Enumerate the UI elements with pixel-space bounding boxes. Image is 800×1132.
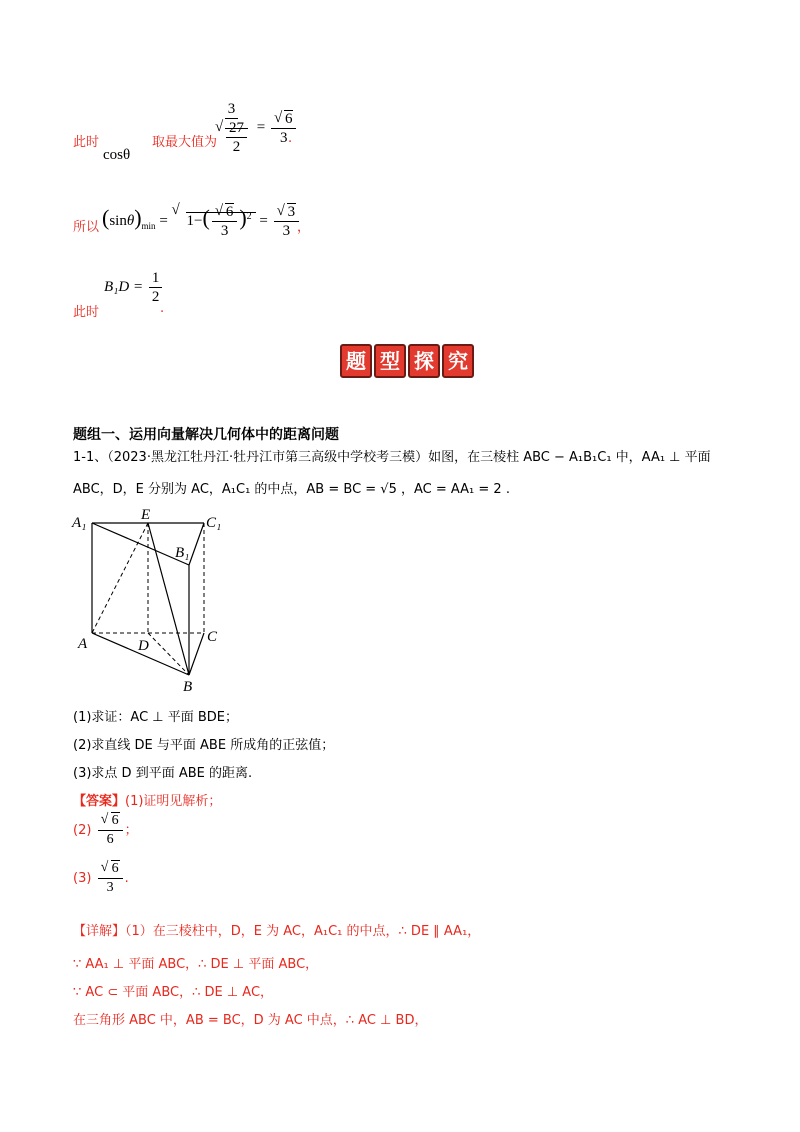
answer-line-1 bbox=[73, 790, 221, 809]
block2-prefix: 所以 bbox=[73, 220, 100, 235]
block3-lhs: B₁D = bbox=[104, 278, 144, 295]
block1-middle: 取最大值为 bbox=[152, 135, 218, 150]
block2-result-num: 3 bbox=[287, 204, 296, 220]
question-2: (2)求直线 DE 与平面 ABE 所成角的正弦值； bbox=[73, 738, 335, 753]
banner-char: 型 bbox=[374, 344, 406, 378]
cos-theta: cosθ bbox=[103, 147, 131, 163]
prism-figure bbox=[70, 505, 240, 695]
block1-prefix: 此时 bbox=[73, 135, 100, 150]
frac-den-sub: 2 bbox=[232, 139, 241, 155]
problem-line-1: 1-1、（2023·黑龙江牡丹江·牡丹江市第三高级中学校考三模）如图，在三棱柱 ABC − A₁B₁C₁ 中，AA₁ ⊥ 平面 bbox=[73, 450, 711, 465]
answer-1: (1)证明见解析； bbox=[125, 794, 222, 809]
detail-line-1: 【详解】（1）在三棱柱中，D，E 为 AC，A₁C₁ 的中点，∴ DE ∥ AA₁， bbox=[73, 924, 481, 939]
block2-power: 2 bbox=[246, 210, 252, 222]
section-title: 题组一、运用向量解决几何体中的距离问题 bbox=[73, 427, 339, 443]
label-a: A bbox=[78, 636, 88, 652]
equals-sign: = bbox=[256, 119, 266, 136]
block3-end: . bbox=[160, 301, 165, 316]
block3-num: 1 bbox=[149, 269, 163, 288]
detail-line-2: ∵ AA₁ ⊥ 平面 ABC，∴ DE ⊥ 平面 ABC， bbox=[73, 957, 319, 972]
label-a1: A₁ bbox=[72, 515, 87, 531]
answer-3-num: 6 bbox=[111, 861, 119, 876]
answer-3-end: . bbox=[124, 871, 129, 886]
label-e: E bbox=[141, 507, 151, 523]
problem-line-2: ABC，D，E 分别为 AC，A₁C₁ 的中点，AB = BC = √5 ，AC = AA₁ = 2 . bbox=[73, 482, 510, 497]
result-num: 6 bbox=[284, 110, 293, 127]
section-banner bbox=[340, 344, 474, 378]
label-c: C bbox=[207, 629, 218, 645]
block2-equals: = bbox=[159, 212, 168, 229]
answer-2-den: 6 bbox=[106, 832, 114, 847]
banner-char: 探 bbox=[408, 344, 440, 378]
banner-char: 究 bbox=[442, 344, 474, 378]
block2-end: ， bbox=[297, 220, 311, 235]
question-3: (3)求点 D 到平面 ABE 的距离. bbox=[73, 766, 253, 781]
block2-formula: $(\sin\theta)_{min}$ = √ 1−( √ $\frac{6}{3}$ )$^2$ = √ $\frac{3}{3}$ bbox=[102, 203, 301, 240]
label-d: D bbox=[138, 638, 149, 654]
question-1: (1)求证：AC ⊥ 平面 BDE； bbox=[73, 710, 239, 725]
answer-3-den: 3 bbox=[106, 880, 114, 895]
answer-2-end: ； bbox=[124, 823, 138, 838]
block1-end: . bbox=[288, 131, 293, 146]
result-den: 3 bbox=[279, 129, 288, 146]
label-b1: B₁ bbox=[175, 545, 190, 561]
frac-den-sqrt: √ 27 bbox=[226, 119, 247, 138]
answer-2-num: 6 bbox=[111, 813, 119, 828]
answer-line-3 bbox=[73, 860, 129, 897]
answer-3-prefix: (3) bbox=[73, 871, 92, 886]
label-b: B bbox=[183, 679, 193, 695]
block2-inner-den: 3 bbox=[220, 223, 229, 239]
detail-line-3: ∵ AC ⊂ 平面 ABC，∴ DE ⊥ AC， bbox=[73, 985, 274, 1000]
frac-num: 3 bbox=[225, 100, 239, 119]
banner-char: 题 bbox=[340, 344, 372, 378]
block1-fraction bbox=[210, 100, 298, 156]
answer-line-2 bbox=[73, 812, 138, 849]
answer-2-prefix: (2) bbox=[73, 823, 92, 838]
answer-label: 【答案】 bbox=[73, 794, 126, 809]
block3-den: 2 bbox=[151, 289, 160, 305]
block3-prefix: 此时 bbox=[73, 305, 100, 320]
detail-line-4: 在三角形 ABC 中，AB = BC，D 为 AC 中点，∴ AC ⊥ BD， bbox=[73, 1013, 428, 1028]
block3-formula bbox=[104, 269, 164, 306]
label-c1: C₁ bbox=[206, 515, 222, 531]
min-sub: min bbox=[141, 220, 156, 231]
block2-inner-num: 6 bbox=[225, 204, 234, 220]
block2-result-den: 3 bbox=[282, 223, 291, 239]
